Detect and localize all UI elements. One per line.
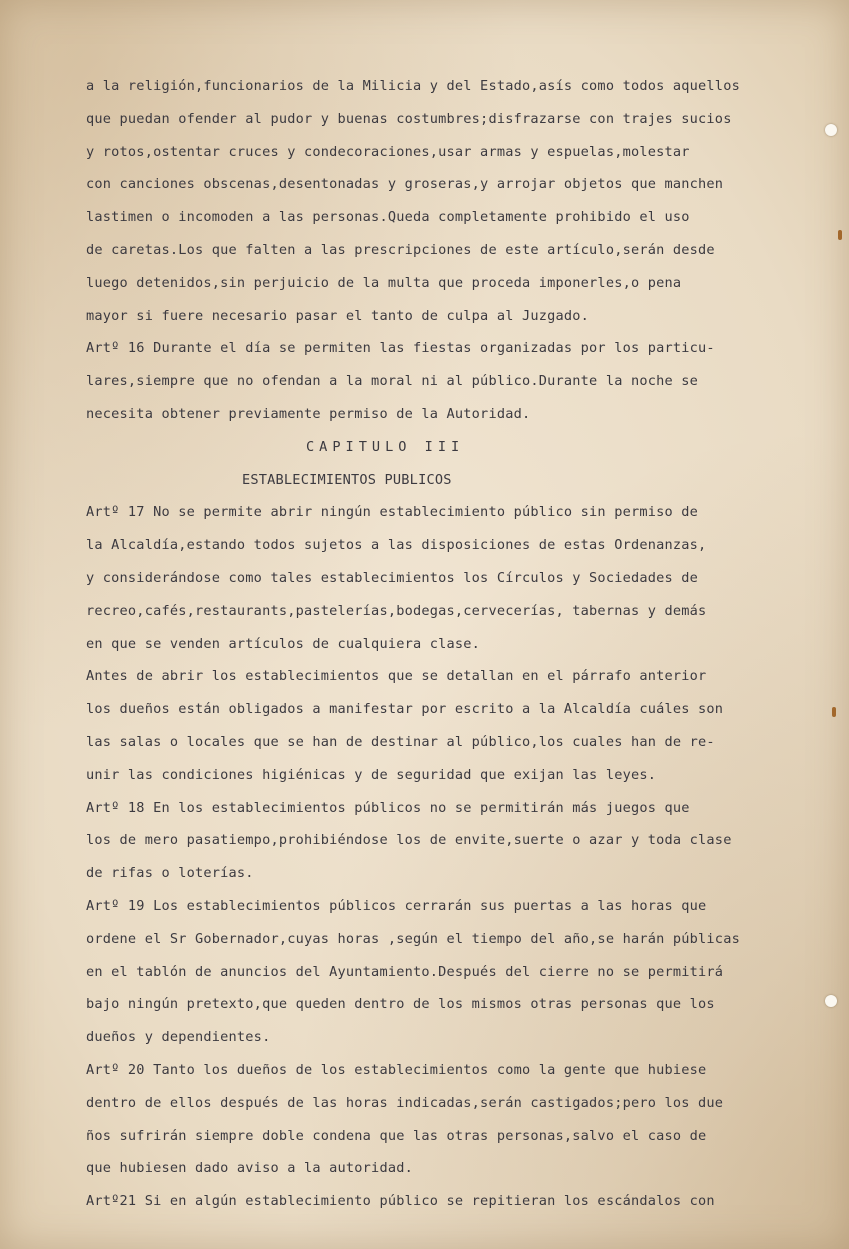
text-line: Artº 19 Los establecimientos públicos cerrarán sus puertas a las horas que bbox=[86, 897, 707, 914]
text-line: Artº 17 No se permite abrir ningún establecimiento público sin permiso de bbox=[86, 504, 699, 521]
punch-hole bbox=[825, 124, 837, 136]
text-line: unir las condiciones higiénicas y de seguridad que exijan las leyes. bbox=[86, 766, 657, 783]
text-line: bajo ningún pretexto,que queden dentro de los mismos otras personas que los bbox=[86, 996, 715, 1013]
text-line: y rotos,ostentar cruces y condecoraciones,usar armas y espuelas,molestar bbox=[86, 143, 690, 160]
text-line: que hubiesen dado aviso a la autoridad. bbox=[86, 1160, 413, 1177]
text-line: lastimen o incomoden a las personas.Queda completamente prohibido el uso bbox=[86, 209, 690, 226]
text-line: Artº 20 Tanto los dueños de los establecimientos como la gente que hubiese bbox=[86, 1061, 707, 1078]
text-line: los de mero pasatiempo,prohibiéndose los de envite,suerte o azar y toda clase bbox=[86, 832, 732, 849]
text-line: los dueños están obligados a manifestar por escrito a la Alcaldía cuáles son bbox=[86, 701, 724, 718]
typed-text-body bbox=[86, 70, 826, 1218]
text-line: ordene el Sr Gobernador,cuyas horas ,según el tiempo del año,se harán públicas bbox=[86, 930, 740, 947]
text-line: que puedan ofender al pudor y buenas costumbres;disfrazarse con trajes sucios bbox=[86, 110, 732, 127]
text-line: con canciones obscenas,desentonadas y groseras,y arrojar objetos que manchen bbox=[86, 176, 724, 193]
text-line: Artº21 Si en algún establecimiento público se repitieran los escándalos con bbox=[86, 1193, 715, 1210]
text-line: Artº 18 En los establecimientos públicos no se permitirán más juegos que bbox=[86, 799, 690, 816]
text-line: en que se venden artículos de cualquiera clase. bbox=[86, 635, 481, 652]
text-line: dentro de ellos después de las horas indicadas,serán castigados;pero los due bbox=[86, 1094, 724, 1111]
text-line: necesita obtener previamente permiso de la Autoridad. bbox=[86, 405, 531, 422]
text-line: luego detenidos,sin perjuicio de la multa que proceda imponerles,o pena bbox=[86, 274, 682, 291]
text-line: Artº 16 Durante el día se permiten las fiestas organizadas por los particu- bbox=[86, 340, 715, 357]
text-line: dueños y dependientes. bbox=[86, 1029, 271, 1046]
text-line: mayor si fuere necesario pasar el tanto de culpa al Juzgado. bbox=[86, 307, 590, 324]
text-line: a la religión,funcionarios de la Milicia y del Estado,asís como todos aquellos bbox=[86, 78, 740, 94]
text-line: ños sufrirán siempre doble condena que las otras personas,salvo el caso de bbox=[86, 1127, 707, 1144]
text-line: las salas o locales que se han de destinar al público,los cuales han de re- bbox=[86, 733, 715, 750]
text-line: la Alcaldía,estando todos sujetos a las disposiciones de estas Ordenanzas, bbox=[86, 537, 707, 554]
text-line: lares,siempre que no ofendan a la moral ni al público.Durante la noche se bbox=[86, 373, 699, 390]
rust-mark bbox=[838, 230, 842, 240]
text-line: de caretas.Los que falten a las prescripciones de este artículo,serán desde bbox=[86, 241, 715, 258]
text-line: en el tablón de anuncios del Ayuntamiento.Después del cierre no se permitirá bbox=[86, 963, 724, 980]
punch-hole bbox=[825, 995, 837, 1007]
text-line: recreo,cafés,restaurants,pastelerías,bodegas,cervecerías, tabernas y demás bbox=[86, 602, 707, 619]
chapter-title: CAPITULO III bbox=[306, 438, 465, 455]
text-line: Antes de abrir los establecimientos que se detallan en el párrafo anterior bbox=[86, 668, 707, 685]
rust-mark bbox=[832, 707, 836, 717]
text-line: de rifas o loterías. bbox=[86, 865, 254, 882]
section-title: ESTABLECIMIENTOS PUBLICOS bbox=[242, 471, 452, 488]
text-line: y considerándose como tales establecimientos los Círculos y Sociedades de bbox=[86, 569, 699, 586]
